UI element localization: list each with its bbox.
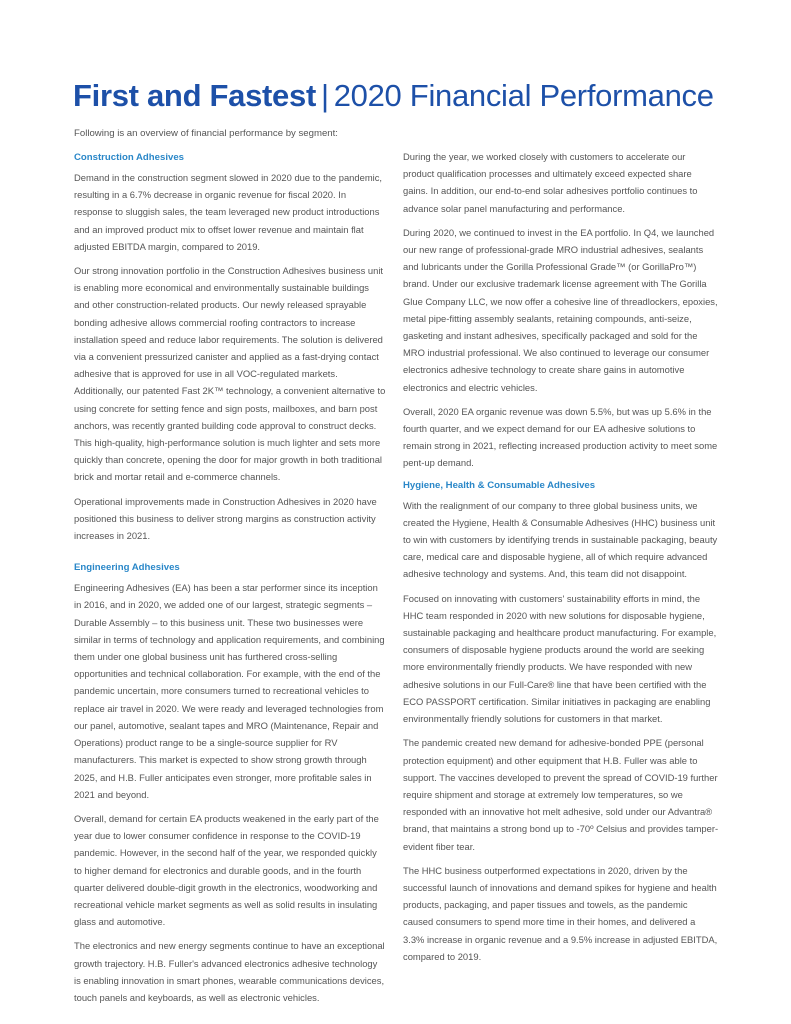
spacer: [74, 551, 388, 557]
page-title: [73, 76, 714, 116]
paragraph: The electronics and new energy segments continue to have an exceptional growth trajectory. H.B. Fuller's advanced electronics adhesive technology is enabling innovation in smart phones, wearable communications devices, touch panels and keyboards, as well as electronic vehicles.: [74, 940, 385, 1003]
title-light: 2020 Financial Performance: [333, 78, 714, 113]
paragraph: Operational improvements made in Construction Adhesives in 2020 have positioned this business to deliver strong margins as construction activity increases in 2021.: [74, 495, 377, 542]
heading-construction-adhesives: Construction Adhesives: [74, 152, 184, 163]
right-column: [403, 148, 717, 972]
intro-text: Following is an overview of financial performance by segment:: [74, 128, 338, 139]
paragraph: Demand in the construction segment slowed in 2020 due to the pandemic, resulting in a 6.7% decrease in organic revenue for fiscal 2020. In response to sluggish sales, the team leveraged new product introductions and an improved product mix to offset lower revenue and maintain flat adjusted EBITDA margin, compared to 2019.: [74, 172, 383, 252]
paragraph: The pandemic created new demand for adhesive-bonded PPE (personal protection equipment) and other equipment that H.B. Fuller was able to support. The vaccines developed to prevent the spread of COVID-19 further require shipment and storage at extremely low temperatures, so we responded with an innovative hot melt adhesive, sold under our Advantra® brand, that maintains a strong bond up to -70º Celsius and provides tamper-evident fiber tear.: [403, 737, 719, 852]
title-separator: |: [320, 78, 329, 113]
paragraph: During the year, we worked closely with customers to accelerate our product qualification processes and ultimately exceed expected share gains. In addition, our end-to-end solar adhesives portfolio continues to advance solar panel manufacturing and performance.: [403, 151, 698, 214]
left-column: [74, 147, 388, 1013]
paragraph: Focused on innovating with customers' sustainability efforts in mind, the HHC team responded in 2020 with new solutions for disposable hygiene, sustainable packaging and healthcare product manufacturing. For example, consumers of disposable hygiene products around the world are seeking more environmentally friendly products. We have responded with new adhesive solutions in our Full-Care® line that have been certified with the ECO PASSPORT certification. Similar initiatives in packaging are enabling environmentally friendly solutions for customers in that market.: [403, 592, 717, 725]
paragraph: With the realignment of our company to three global business units, we created the Hygiene, Health & Consumable Adhesives (HHC) business unit to win with customers by identifying trends in sustainable packaging, beauty care, medical care and disposable hygiene, all of which require advanced adhesive technology and systems. And, this team did not disappoint.: [403, 499, 718, 580]
paragraph: Engineering Adhesives (EA) has been a star performer since its inception in 2016, and in 2020, we added one of our largest, strategic segments – Durable Assembly – to this business unit. These two businesses were similar in terms of technology and application requirements, and combining them under one global business unit has furthered cross-selling opportunities and technical collaboration. For example, with the end of the pandemic uncertain, more consumers turned to recreational vehicles to replace air travel in 2020. We were ready and leveraged technologies from our panel, automotive, sealant tapes and MRO (Maintenance, Repair and Operations) product range to be a single-source supplier for RV manufacturers. This market is expected to show strong growth through 2025, and H.B. Fuller anticipates even stronger, more profitable sales in 2021 and beyond.: [74, 582, 385, 800]
heading-engineering-adhesives: Engineering Adhesives: [74, 562, 180, 574]
paragraph: During 2020, we continued to invest in the EA portfolio. In Q4, we launched our new range of professional-grade MRO industrial adhesives, sealants and lubricants under the Gorilla Professional Grade™ (or GorillaPro™) brand. Under our exclusive trademark license agreement with The Gorilla Glue Company LLC, we now offer a cohesive line of threadlockers, epoxies, metal pipe-fitting assembly sealants, retaining compounds, anti-seize, gasketing and instant adhesives, specifically packaged and sold for the MRO industrial professional. We also continued to leverage our consumer electronics adhesive technology to create share gains in automotive electronics and electric vehicles.: [403, 226, 718, 393]
paragraph: The HHC business outperformed expectations in 2020, driven by the successful launch of innovations and demand spikes for hygiene and health products, packaging, and paper tissues and towels, as the pandemic caused consumers to spend more time in their homes, and delivered a 3.3% increase in organic revenue and a 9.5% increase in adjusted EBITDA, compared to 2019.: [403, 864, 718, 962]
paragraph: Overall, 2020 EA organic revenue was down 5.5%, but was up 5.6% in the fourth quarter, and we expect demand for our EA adhesive solutions to remain strong in 2021, reflecting increased production activity to meet some pent-up demand.: [403, 405, 718, 469]
paragraph: Overall, demand for certain EA products weakened in the early part of the year due to lower consumer confidence in response to the COVID-19 pandemic. However, in the second half of the year, we responded quickly to higher demand for electronics and durable goods, and in the fourth quarter delivered double-digit growth in the electronics, woodworking and recreational vehicle market segments as well as solid results in insulating glass and automotive.: [74, 812, 379, 928]
title-bold: First and Fastest: [73, 78, 316, 113]
paragraph: Our strong innovation portfolio in the Construction Adhesives business unit is enabling more economical and environmentally sustainable buildings and other construction-related products. Our newly released sprayable bonding adhesive allows commercial roofing contractors to increase installation speed and reduce labor requirements. The solution is delivered via a convenient pressurized canister and applied as a fast-drying contact adhesive that is approved for use in all VOC-regulated markets. Additionally, our patented Fast 2K™ technology, a convenient alternative to using concrete for setting fence and sign posts, mailboxes, and barn post anchors, was recently granted building code approval to construct decks. This high-quality, high-performance solution is much lighter and sets more quickly than concrete, opening the door for major growth in both traditional brick and mortar retail and e-commerce channels.: [74, 265, 386, 483]
heading-hygiene-health-consumable: Hygiene, Health & Consumable Adhesives: [403, 479, 596, 491]
